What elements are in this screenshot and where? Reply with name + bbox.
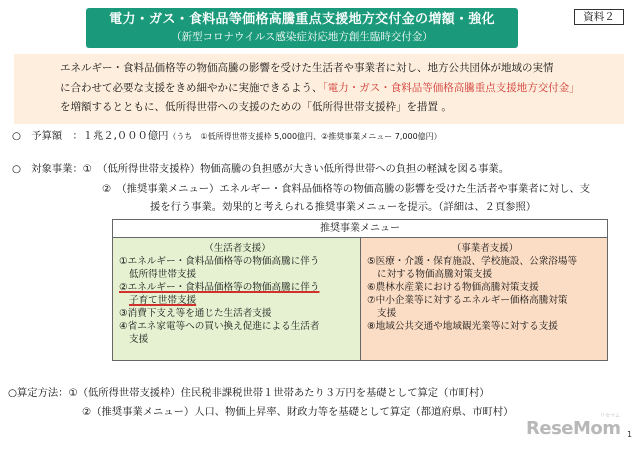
recommended-menu-table — [112, 219, 608, 361]
menu-columns — [113, 238, 607, 360]
menu-item: 支援 — [129, 334, 149, 345]
intro-line-1: エネルギー・食料品価格等の物価高騰の影響を受けた生活者や事業者に対し、地方公共団体が地域の実情 — [60, 62, 554, 74]
logo-subtext: リセマム — [600, 413, 620, 419]
menu-item: ④省エネ家電等への買い換え促進による生活者 — [119, 321, 320, 332]
menu-item-highlighted: 子育て世帯支援 — [129, 295, 197, 306]
consumer-support-heading: （生活者支援） — [204, 243, 271, 254]
intro-line-3: を増額するとともに、低所得世帯への支援のための「低所得世帯支援枠」を措置 。 — [60, 101, 452, 113]
menu-item: ⑥農林水産業における物価高騰対策支援 — [367, 282, 539, 293]
target-lines-2 — [102, 180, 590, 216]
menu-item: ①エネルギー・食料品価格等の物価高騰に伴う — [119, 256, 320, 267]
target-line-3: 援を行う事業。効果的と考えられる推奨事業メニューを提示。（詳細は、２頁参照） — [150, 201, 537, 213]
menu-item: ③消費下支え等を通じた生活者支援 — [119, 308, 272, 319]
intro-line-2 — [60, 79, 612, 99]
menu-item: ⑦中小企業等に対するエネルギー価格高騰対策 — [367, 295, 568, 306]
menu-title: 推奨事業メニュー — [113, 220, 607, 238]
consumer-support-column — [113, 238, 361, 360]
intro-highlight: 「電力・ガス・食料品等価格高騰重点支援地方交付金」 — [322, 81, 580, 94]
page-title: 電力・ガス・食料品等価格高騰重点支援地方交付金の増額・強化 — [109, 12, 495, 27]
page-subtitle: （新型コロナウイルス感染症対応地方創生臨時交付金） — [171, 31, 433, 43]
menu-item: に対する物価高騰対策支援 — [377, 269, 493, 280]
title-banner — [86, 8, 518, 48]
menu-item: ⑧地域公共交通や地域観光業等に対する支援 — [367, 321, 558, 332]
menu-item-highlighted: ②エネルギー・食料品価格等の物価高騰に伴う — [119, 282, 320, 293]
budget-section — [12, 128, 442, 145]
calc-line-2: ②（推奨事業メニュー）人口、物価上昇率、財政力等を基礎として算定（都道府県、市町村） — [82, 406, 514, 418]
target-line-2: ② （推奨事業メニュー）エネルギー・食料品価格等の物価高騰の影響を受けた生活者や事業者に対し、支 — [102, 183, 591, 195]
business-support-heading: （事業者支援） — [451, 243, 519, 254]
budget-detail: （うち ①低所得世帯支援枠 5,000億円、②推奨事業メニュー 7,000億円） — [168, 132, 442, 141]
target-line-1: ○ 対象事業：① （低所得世帯支援枠）物価高騰の負担感が大きい低所得世帯への負担の軽減を図る事業。 — [12, 163, 510, 175]
calc-line-1: ○算定方法：①（低所得世帯支援枠）住民税非課税世帯１世帯あたり３万円を基礎として算定（市町村） — [8, 387, 490, 399]
budget-label: ○ 予算額 ：１兆２,０００億円 — [12, 130, 169, 142]
menu-item: 低所得世帯支援 — [129, 269, 197, 280]
doc-label: 資料２ — [574, 9, 624, 25]
business-support-column — [361, 238, 607, 360]
page-number: 1 — [627, 430, 633, 439]
resemom-logo: ReseMom — [526, 418, 621, 439]
intro-line-2-text: に合わせて必要な支援をきめ細やかに実施できるよう、 — [60, 81, 323, 94]
menu-item: 支援 — [377, 308, 397, 319]
menu-item: ⑤医療・介護・保育施設、学校施設、公衆浴場等 — [367, 256, 578, 267]
intro-box — [14, 54, 624, 124]
